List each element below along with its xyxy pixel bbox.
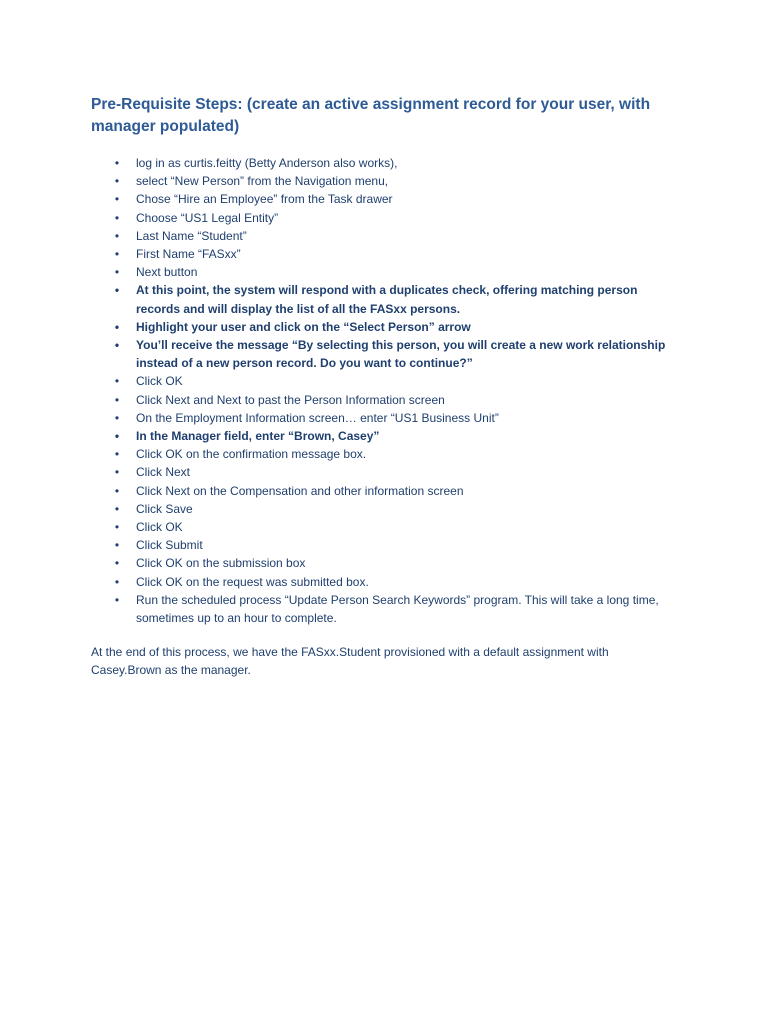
step-text: Click OK xyxy=(136,374,183,389)
step-text: Click Next on the Compensation and other information screen xyxy=(136,483,464,498)
step-text: Click Next and Next to past the Person Information screen xyxy=(136,392,445,407)
list-item xyxy=(112,263,672,281)
step-text: Click Save xyxy=(136,501,193,516)
list-item xyxy=(112,463,672,481)
bullet-icon: • xyxy=(114,465,120,480)
step-text: You’ll receive the message “By selecting this person, you will create a new work relationship instead of a new person record. Do you want to continue?” xyxy=(136,338,666,371)
list-item xyxy=(112,573,672,591)
bullet-icon: • xyxy=(114,156,120,170)
bullet-icon: • xyxy=(114,483,120,498)
list-item xyxy=(112,427,672,445)
bullet-icon: • xyxy=(114,338,120,353)
step-text: Chose “Hire an Employee” from the Task drawer xyxy=(136,192,393,207)
step-text: On the Employment Information screen… enter “US1 Business Unit” xyxy=(136,410,499,425)
list-item xyxy=(112,336,672,372)
step-text: Run the scheduled process “Update Person Search Keywords” program. This will take a long time, sometimes up to an hour to complete. xyxy=(136,592,659,626)
bullet-icon: • xyxy=(114,447,120,462)
list-item xyxy=(112,318,672,336)
list-item xyxy=(112,391,672,409)
step-text: At this point, the system will respond with a duplicates check, offering matching person records and will display the list of all the FASxx persons. xyxy=(136,283,638,316)
step-text: Highlight your user and click on the “Select Person” arrow xyxy=(136,319,471,334)
bullet-icon: • xyxy=(114,538,120,553)
step-text: Click Submit xyxy=(136,538,203,553)
list-item xyxy=(112,500,672,518)
bullet-icon: • xyxy=(114,283,120,298)
bullet-icon: • xyxy=(114,228,120,243)
bullet-icon: • xyxy=(114,374,120,389)
bullet-icon: • xyxy=(114,520,120,535)
list-item xyxy=(112,245,672,263)
bullet-icon: • xyxy=(114,574,120,589)
bullet-icon: • xyxy=(114,319,120,334)
steps-list xyxy=(112,154,672,627)
step-text: Last Name “Student” xyxy=(136,228,247,243)
bullet-icon: • xyxy=(114,265,120,280)
step-text: select “New Person” from the Navigation menu, xyxy=(136,174,389,189)
list-item xyxy=(112,190,672,208)
step-text: Click OK xyxy=(136,520,183,535)
step-text: Click Next xyxy=(136,465,191,480)
summary-paragraph: At the end of this process, we have the FASxx.Student provisioned with a default assignment with Casey.Brown as the manager. xyxy=(91,645,609,678)
bullet-icon: • xyxy=(114,192,120,207)
bullet-icon: • xyxy=(114,501,120,516)
step-text: Choose “US1 Legal Entity” xyxy=(136,210,279,225)
list-item xyxy=(112,409,672,427)
page-title: Pre-Requisite Steps: (create an active assignment record for your user, with manager populated) xyxy=(91,96,651,135)
bullet-icon: • xyxy=(114,210,120,225)
list-item xyxy=(112,554,672,572)
bullet-icon: • xyxy=(114,247,120,262)
list-item xyxy=(112,172,672,190)
list-item xyxy=(112,536,672,554)
bullet-icon: • xyxy=(114,392,120,407)
bullet-icon: • xyxy=(114,174,120,189)
step-text: Click OK on the request was submitted box. xyxy=(136,574,369,589)
bullet-icon: • xyxy=(114,429,120,444)
list-item xyxy=(112,372,672,390)
bullet-icon: • xyxy=(114,592,120,607)
list-item xyxy=(112,154,672,172)
list-item xyxy=(112,209,672,227)
step-text: Click OK on the confirmation message box. xyxy=(136,447,367,462)
list-item xyxy=(112,445,672,463)
step-text: Click OK on the submission box xyxy=(136,556,306,571)
step-text: First Name “FASxx” xyxy=(136,247,241,262)
list-item xyxy=(112,482,672,500)
step-text: In the Manager field, enter “Brown, Casey” xyxy=(136,429,380,444)
list-item xyxy=(112,591,672,627)
step-text: log in as curtis.feitty (Betty Anderson also works), xyxy=(136,156,398,170)
step-text: Next button xyxy=(136,265,198,280)
bullet-icon: • xyxy=(114,556,120,571)
bullet-icon: • xyxy=(114,410,120,425)
list-item xyxy=(112,281,672,317)
list-item xyxy=(112,227,672,245)
list-item xyxy=(112,518,672,536)
